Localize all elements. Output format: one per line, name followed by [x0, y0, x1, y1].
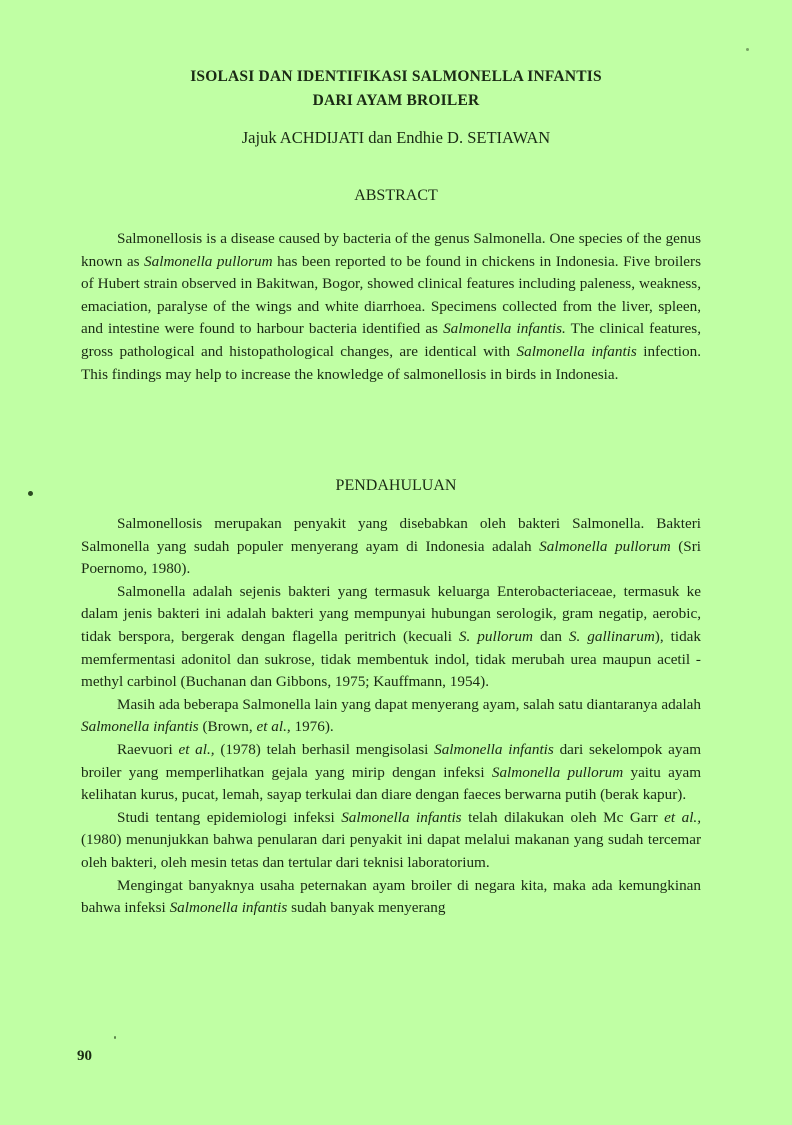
- text-run: Salmonellosis merupakan penyakit yang disebabkan oleh bakteri Salmonella. Bakteri Salmonella yang sudah populer menyerang ayam di Indonesia adalah: [81, 515, 701, 555]
- abstract-paragraph: [81, 228, 701, 386]
- italic-term: Salmonella pullorum: [491, 763, 624, 781]
- italic-term: et al.,: [664, 808, 702, 826]
- pendahuluan-body: [81, 513, 701, 920]
- text-run: sudah banyak menyerang: [287, 899, 446, 917]
- body-paragraph-5: [81, 807, 701, 875]
- italic-term: Salmonella infantis.: [443, 320, 566, 338]
- body-paragraph-6: [81, 875, 701, 920]
- text-run: Salmonellosis is a disease caused by bacteria of the genus Salmonella. One species of the genus known as: [81, 230, 701, 270]
- italic-term: Salmonella infantis: [516, 342, 637, 360]
- text-run: (Brown,: [198, 718, 257, 736]
- italic-term: Salmonella infantis: [341, 808, 462, 826]
- text-run: dari sekelompok ayam broiler yang memperlihatkan gejala yang mirip dengan infeksi: [81, 740, 702, 781]
- scan-speck: [114, 1036, 116, 1039]
- scan-speck: [746, 48, 749, 51]
- text-run: Masih ada beberapa Salmonella lain yang dapat menyerang ayam, salah satu diantaranya adalah: [117, 695, 701, 713]
- text-run: Studi tentang epidemiologi infeksi: [117, 808, 342, 826]
- body-paragraph-2: [81, 581, 701, 694]
- section-heading-pendahuluan: PENDAHULUAN: [335, 477, 457, 494]
- body-paragraph-3: [81, 694, 701, 739]
- text-run: telah dilakukan oleh Mc Garr: [461, 808, 665, 826]
- text-run: ), tidak memfermentasi adonitol dan sukrose, tidak membentuk indol, tidak merubah urea maupun acetil - methyl carbinol (Buchanan dan Gibbons, 1975; Kauffmann, 1954).: [81, 627, 702, 691]
- page-number: 90: [77, 1048, 92, 1064]
- italic-term: S. pullorum: [458, 627, 533, 645]
- text-run: , 1976).: [286, 718, 334, 736]
- body-paragraph-4: [81, 739, 701, 807]
- text-run: dan: [533, 627, 569, 645]
- paper-title-line-1: ISOLASI DAN IDENTIFIKASI SALMONELLA INFANTIS: [190, 68, 602, 85]
- text-run: Mengingat banyaknya usaha peternakan ayam broiler di negara kita, maka ada kemungkinan bahwa infeksi: [81, 876, 701, 917]
- italic-term: S. gallinarum: [568, 627, 655, 645]
- paper-title-line-2: DARI AYAM BROILER: [312, 92, 480, 109]
- italic-term: Salmonella pullorum: [144, 252, 273, 270]
- text-run: Raevuori: [117, 740, 179, 758]
- abstract-heading: ABSTRACT: [354, 187, 438, 204]
- text-run: Salmonella adalah sejenis bakteri yang termasuk keluarga Enterobacteriaceae, termasuk ke dalam jenis bakteri ini adalah bakteri yang mempunyai hubungan serologik, gram negatip, aerobic, tidak berspora, bergerak dengan flagella peritrich (kecuali: [81, 582, 701, 645]
- text-run: yaitu ayam kelihatan kurus, pucat, lemah, sayap terkulai dan diare dengan faeces berwarna putih (berak kapur).: [81, 763, 702, 804]
- text-run: (Sri Poernomo, 1980).: [81, 537, 701, 578]
- scan-speck: [28, 491, 33, 496]
- text-run: The clinical features, gross pathological and histopathological changes, are identical with: [81, 320, 702, 360]
- text-run: infection. This findings may help to increase the knowledge of salmonellosis in birds in Indonesia.: [81, 342, 702, 383]
- italic-term: et al.,: [178, 740, 215, 758]
- text-run: has been reported to be found in chickens in Indonesia. Five broilers of Hubert strain observed in Bakitwan, Bogor, showed clinical features including paleness, weakness, emaciation, paralyse of the wings and white diarrhoea. Specimens collected from the liver, spleen, and intestine were found to harbour bacteria identified as: [81, 252, 701, 338]
- paper-authors: Jajuk ACHDIJATI dan Endhie D. SETIAWAN: [241, 128, 551, 147]
- italic-term: et al.: [256, 718, 287, 736]
- italic-term: Salmonella pullorum: [539, 537, 671, 555]
- text-run: (1980) menunjukkan bahwa penularan dari penyakit ini dapat melalui makanan yang sudah tercemar oleh bakteri, oleh mesin tetas dan tertular dari teknisi laboratorium.: [81, 831, 701, 871]
- text-run: (1978) telah berhasil mengisolasi: [214, 740, 435, 758]
- body-paragraph-1: [81, 513, 701, 581]
- italic-term: Salmonella infantis: [434, 740, 554, 758]
- italic-term: Salmonella infantis: [81, 718, 199, 736]
- abstract-body: [81, 228, 701, 386]
- italic-term: Salmonella infantis: [169, 899, 288, 917]
